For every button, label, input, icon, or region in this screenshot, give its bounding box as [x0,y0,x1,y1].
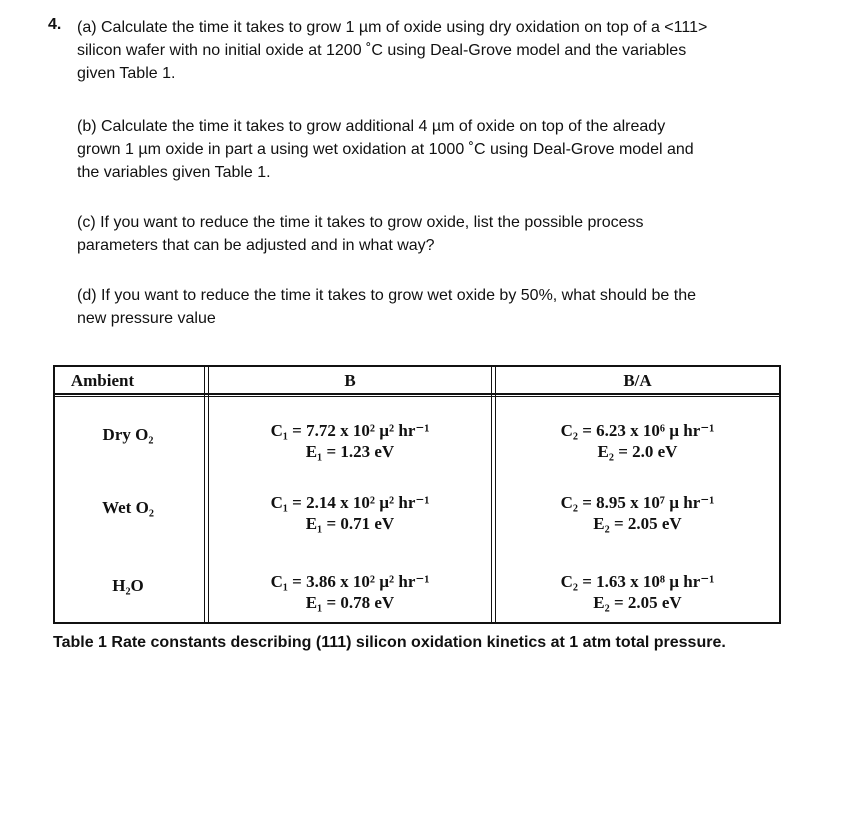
part-c-line: (c) If you want to reduce the time it takes to grow oxide, list the possible process [77,214,644,231]
part-b-line: grown 1 µm oxide in part a using wet oxidation at 1000 ˚C using Deal-Grove model and [77,141,694,158]
cell-h2o-ba [496,571,779,613]
table-header-divider [53,396,781,397]
part-a-line: silicon wafer with no initial oxide at 1200 ˚C using Deal-Grove model and the variables [77,42,687,59]
part-a-text [77,16,799,85]
header-b-over-a: B/A [623,371,652,390]
cell-line: E₁ = 0.71 eV [305,514,395,533]
table-border-right [779,365,781,624]
table-caption: Table 1 Rate constants describing (111) silicon oxidation kinetics at 1 atm total pressure. [53,634,726,651]
cell-wet-b [209,492,491,534]
cell-dry-ba [496,420,779,462]
cell-line: E₂ = 2.0 eV [597,442,678,461]
part-a-line: (a) Calculate the time it takes to grow 1 µm of oxide using dry oxidation on top of a <111> [77,19,708,36]
part-c-text [77,211,799,257]
table-column-divider [204,365,205,624]
part-d-line: (d) If you want to reduce the time it takes to grow wet oxide by 50%, what should be the [77,287,696,304]
cell-line: C₂ = 1.63 x 10⁸ µ hr⁻¹ [560,572,715,591]
header-ambient: Ambient [70,371,135,390]
cell-line: C₂ = 8.95 x 10⁷ µ hr⁻¹ [560,493,715,512]
row-label-dry-o2: Dry O₂ [102,425,154,444]
cell-line: C₁ = 2.14 x 10² µ² hr⁻¹ [270,493,430,512]
part-b-line: the variables given Table 1. [77,164,271,181]
table-column-divider [491,365,492,624]
header-b: B [344,371,356,390]
cell-line: C₂ = 6.23 x 10⁶ µ hr⁻¹ [560,421,715,440]
rate-constants-table [53,365,781,624]
cell-line: E₁ = 0.78 eV [305,593,395,612]
cell-dry-b [209,420,491,462]
table-border-bottom [53,622,781,624]
cell-line: E₁ = 1.23 eV [305,442,395,461]
part-b-text [77,115,799,184]
part-c-line: parameters that can be adjusted and in what way? [77,237,435,254]
cell-line: E₂ = 2.05 eV [593,593,682,612]
part-d-line: new pressure value [77,310,216,327]
part-a-line: given Table 1. [77,65,176,82]
row-label-wet-o2: Wet O₂ [102,498,154,517]
cell-wet-ba [496,492,779,534]
cell-line: E₂ = 2.05 eV [593,514,682,533]
table-border-left [53,365,55,624]
cell-h2o-b [209,571,491,613]
question-number: 4. [48,16,62,33]
row-label-h2o: H₂O [112,576,144,595]
part-d-text [77,284,799,330]
cell-line: C₁ = 3.86 x 10² µ² hr⁻¹ [270,572,430,591]
cell-line: C₁ = 7.72 x 10² µ² hr⁻¹ [270,421,430,440]
part-b-line: (b) Calculate the time it takes to grow additional 4 µm of oxide on top of the already [77,118,666,135]
